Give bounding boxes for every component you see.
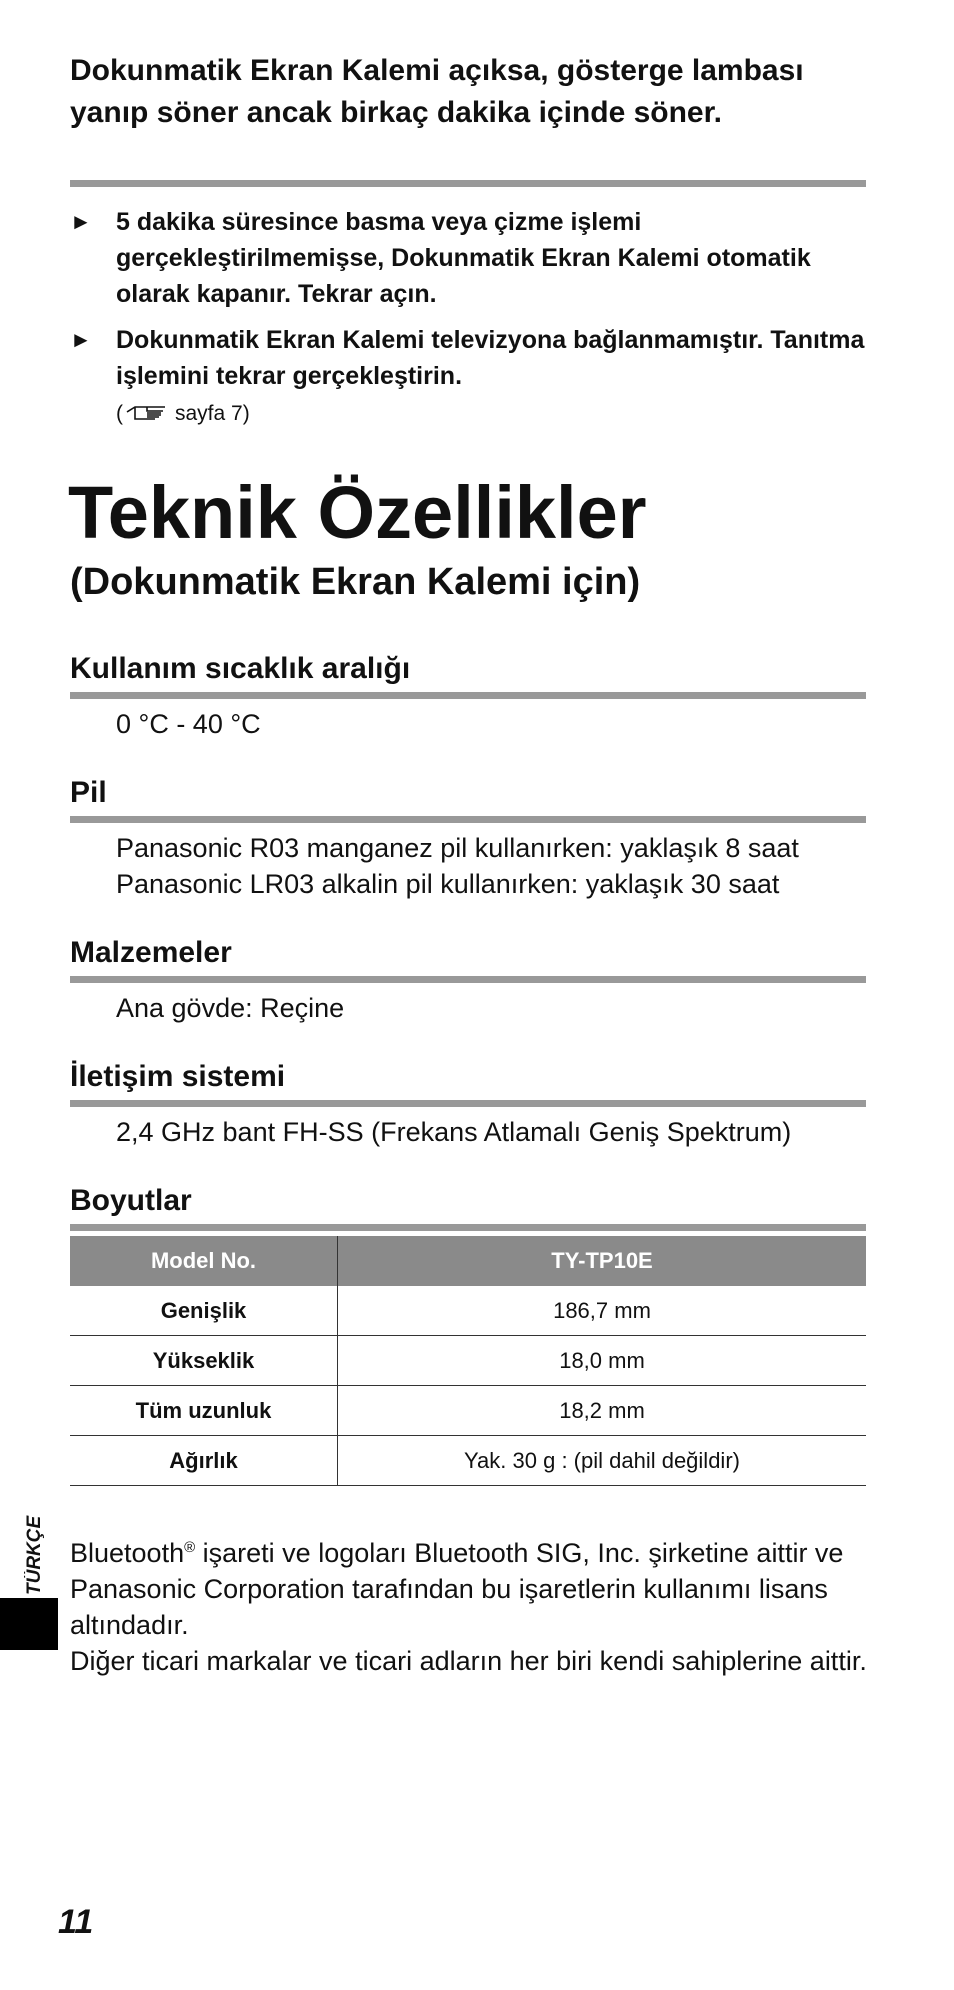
table-row (70, 1436, 866, 1486)
table-header-value: TY-TP10E (338, 1236, 867, 1286)
table-cell-value: 18,2 mm (338, 1386, 867, 1436)
bullet-item-1 (70, 204, 870, 312)
trademarks-note: Diğer ticari markalar ve ticari adların her biri kendi sahiplerine aittir. (70, 1646, 867, 1676)
page-title: Teknik Özellikler (68, 471, 647, 554)
language-tab-block (0, 1598, 58, 1650)
table-cell-label: Tüm uzunluk (70, 1386, 338, 1436)
section-title-battery: Pil (70, 776, 107, 809)
section-text-materials: Ana gövde: Reçine (116, 993, 345, 1023)
bullet-text-2: Dokunmatik Ekran Kalemi televizyona bağlanmamıştır. Tanıtma işlemini tekrar gerçekleştirin. (116, 326, 865, 390)
section-title-communication: İletişim sistemi (70, 1060, 286, 1093)
table-header-row (70, 1236, 866, 1286)
trademark-notes (70, 1530, 880, 1679)
table-row (70, 1386, 866, 1436)
bluetooth-word: Bluetooth (70, 1538, 185, 1568)
registered-mark: ® (184, 1539, 196, 1556)
ref-open-paren: ( (116, 402, 123, 425)
bullet-text-1: 5 dakika süresince basma veya çizme işlemi gerçekleştirilmemişse, Dokunmatik Ekran Kalemi otomatik olarak kapanır. Tekrar açın. (116, 208, 811, 308)
bullet-item-2 (70, 322, 870, 394)
page-subtitle: (Dokunmatik Ekran Kalemi için) (70, 561, 641, 603)
section-text-battery-1: Panasonic R03 manganez pil kullanırken: yaklaşık 8 saat (116, 833, 799, 863)
bullet-arrow-icon: ► (70, 209, 92, 234)
table-cell-value: 186,7 mm (338, 1286, 867, 1336)
table-cell-value: Yak. 30 g : (pil dahil değildir) (338, 1436, 867, 1486)
section-title-dimensions: Boyutlar (70, 1184, 192, 1217)
language-tab-label: TÜRKÇE (24, 1515, 45, 1595)
pointing-hand-icon (125, 402, 169, 432)
table-cell-value: 18,0 mm (338, 1336, 867, 1386)
bluetooth-note-text: işareti ve logoları Bluetooth SIG, Inc. şirketine aittir ve Panasonic Corporation tarafından bu işaretlerin kullanımı lisans altındadır. (70, 1538, 844, 1640)
section-text-communication: 2,4 GHz bant FH-SS (Frekans Atlamalı Geniş Spektrum) (116, 1117, 792, 1147)
section-text-battery-2: Panasonic LR03 alkalin pil kullanırken: yaklaşık 30 saat (116, 869, 780, 899)
section-title-materials: Malzemeler (70, 936, 232, 969)
section-rule (70, 816, 866, 823)
table-cell-label: Yükseklik (70, 1336, 338, 1386)
section-rule (70, 692, 866, 699)
table-row (70, 1286, 866, 1336)
dimensions-table (70, 1236, 866, 1486)
page-reference (116, 400, 250, 432)
ref-text: sayfa 7) (175, 402, 250, 425)
heading-rule (70, 180, 866, 187)
table-cell-label: Genişlik (70, 1286, 338, 1336)
page-number: 11 (58, 1903, 94, 1941)
section-rule (70, 1224, 866, 1231)
section-rule (70, 976, 866, 983)
section-rule (70, 1100, 866, 1107)
table-row (70, 1336, 866, 1386)
bluetooth-note (70, 1530, 880, 1643)
section-text-temperature: 0 °C - 40 °C (116, 709, 261, 739)
bullet-arrow-icon: ► (70, 327, 92, 352)
table-cell-label: Ağırlık (70, 1436, 338, 1486)
table-header-model: Model No. (70, 1236, 338, 1286)
section-title-temperature: Kullanım sıcaklık aralığı (70, 652, 411, 685)
trouble-heading: Dokunmatik Ekran Kalemi açıksa, gösterge lambası yanıp söner ancak birkaç dakika içinde söner. (70, 54, 804, 129)
